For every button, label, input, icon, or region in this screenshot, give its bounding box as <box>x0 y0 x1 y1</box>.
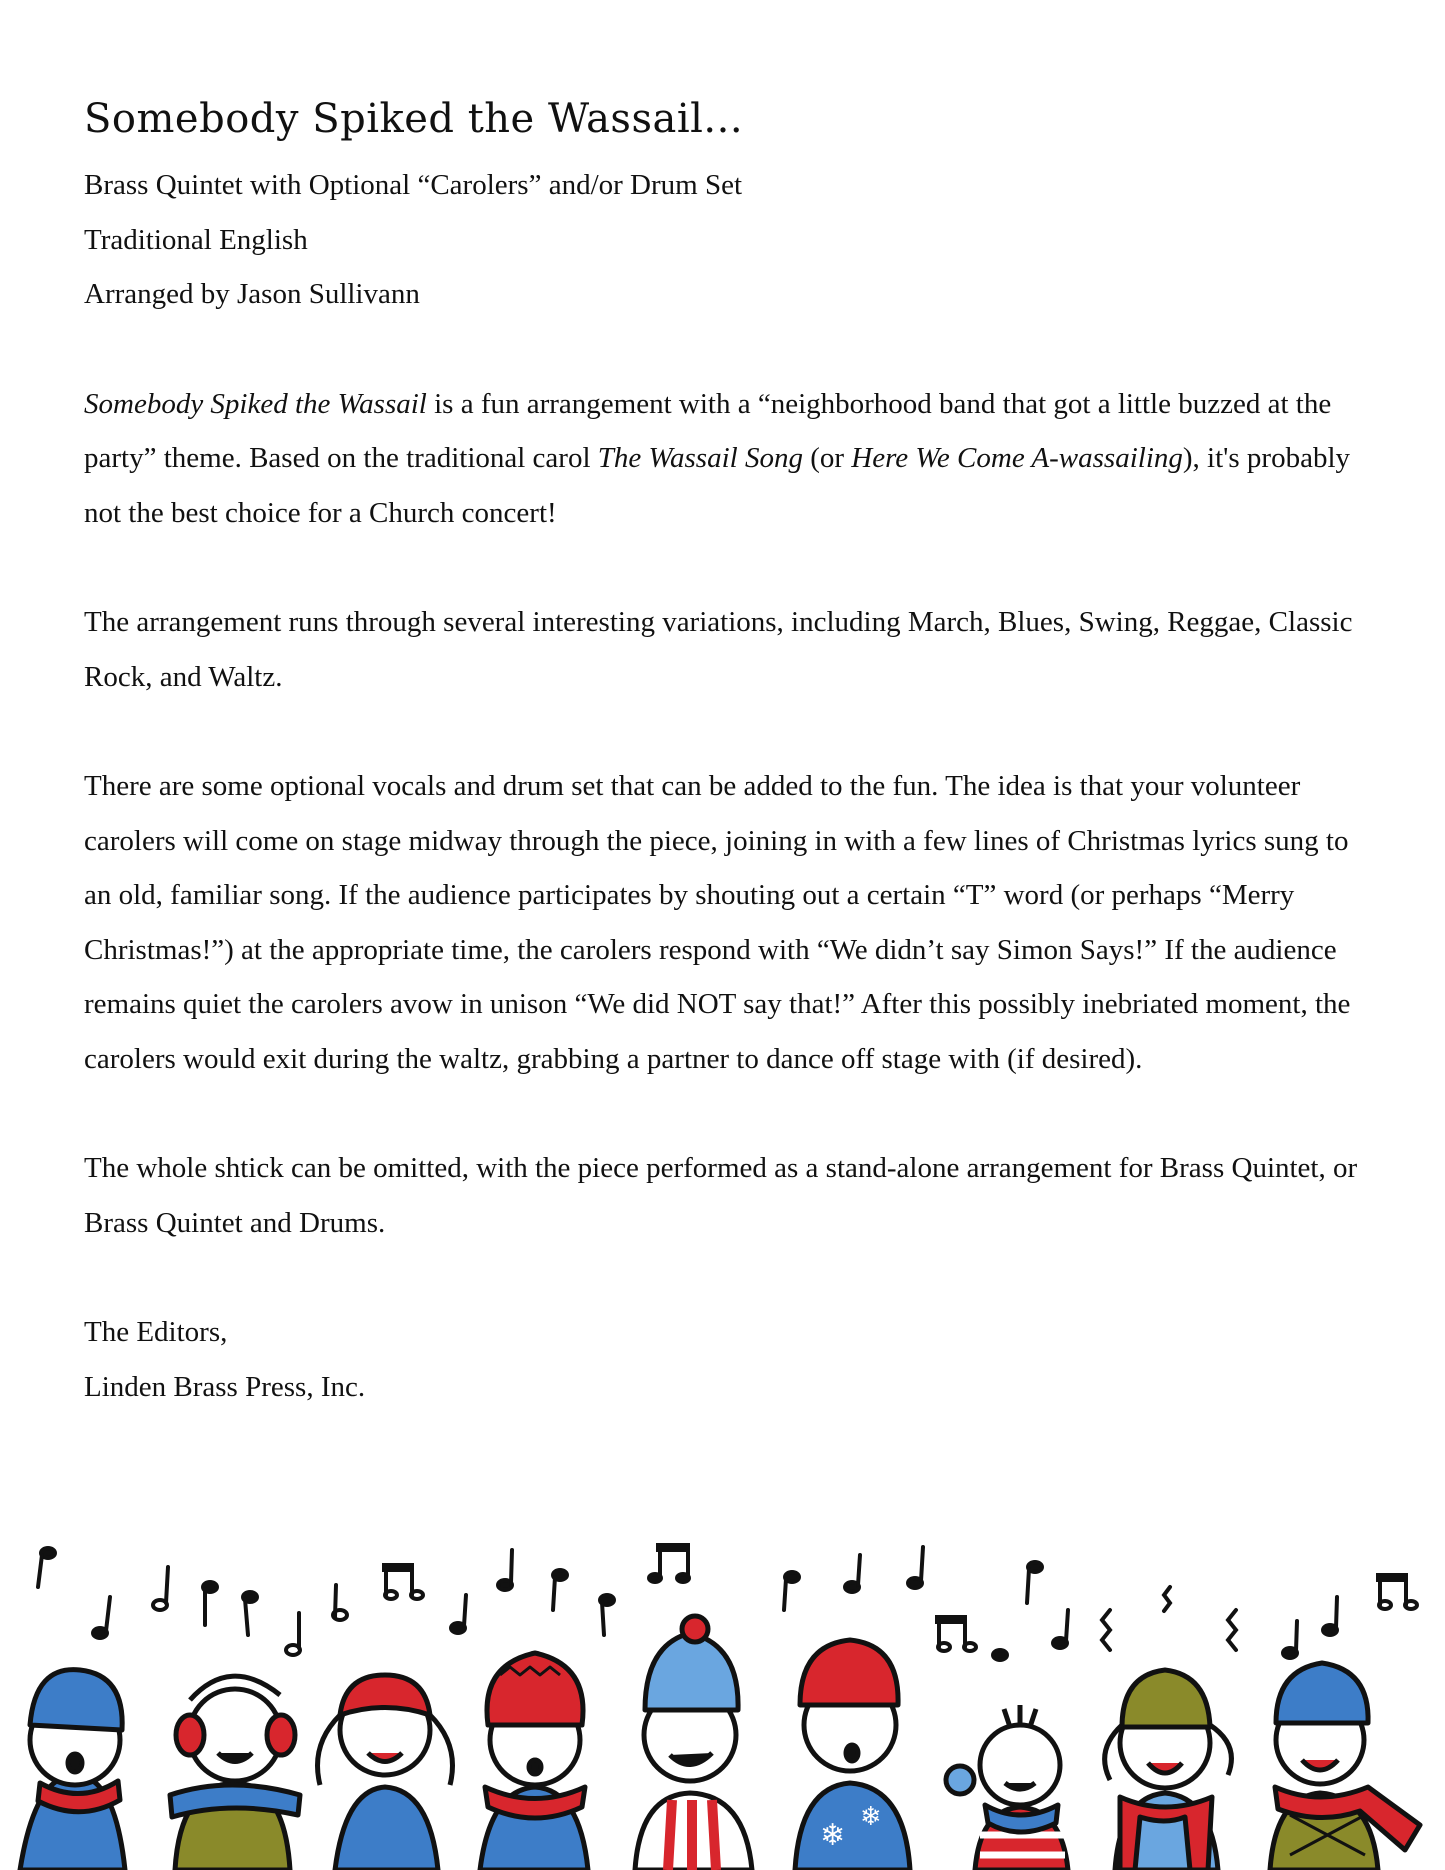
caroler-figure <box>1105 1670 1232 1870</box>
music-rest-icon <box>1228 1610 1236 1650</box>
music-note-icon <box>1378 1575 1417 1609</box>
music-rest-icon <box>1164 1587 1170 1611</box>
caroler-figure <box>946 1705 1068 1870</box>
music-note-icon <box>333 1585 347 1620</box>
music-note-icon <box>908 1547 923 1588</box>
subtitle: Brass Quintet with Optional “Carolers” and/or Drum Set <box>84 169 743 201</box>
caroler-figure <box>1270 1663 1420 1870</box>
signature-line-1: The Editors, <box>84 1316 228 1348</box>
music-note-icon <box>937 1617 976 1651</box>
caroler-figure <box>318 1675 453 1870</box>
music-rest-icon <box>1102 1610 1110 1650</box>
music-note-icon <box>1283 1621 1297 1658</box>
music-note-icon <box>93 1597 110 1638</box>
music-note-icon <box>1323 1597 1337 1635</box>
caroler-figure <box>20 1670 125 1870</box>
omit-text: The whole shtick can be omitted, with the piece performed as a stand-alone arrangement for Brass Quintet, or Brass Quintet and Drums. <box>84 1152 1358 1239</box>
music-note-icon <box>600 1595 614 1635</box>
music-note-icon <box>1027 1562 1042 1603</box>
carolers-text: There are some optional vocals and drum set that can be added to the fun. The idea is that your volunteer carolers will come on stage midway through the piece, joining in with a few lines of Christmas lyrics sung to an old, familiar song. If the audience participates by shouting out a certain “T” word (or perhaps “Merry Christmas!”) at the appropriate time, the carolers respond with “We didn’t say Simon Says!” If the audience remains quiet the carolers avow in unison “We did NOT say that!” After this possibly inebriated moment, the carolers would exit during the waltz, grabbing a partner to dance off stage with (if desired). <box>84 770 1351 1075</box>
paragraph-variations <box>84 595 1374 704</box>
intro-text-3: ), it's probably not the best choice for a Church concert! <box>84 442 1351 529</box>
paragraph-omit <box>84 1141 1374 1250</box>
carolers-illustration <box>0 1525 1445 1870</box>
music-note-icon <box>153 1567 168 1610</box>
signature-line-2: Linden Brass Press, Inc. <box>84 1370 366 1403</box>
music-note-icon <box>553 1570 567 1610</box>
music-note-icon <box>649 1545 689 1582</box>
caroler-figure <box>635 1616 752 1870</box>
intro-song-italic: The Wassail Song <box>597 442 803 474</box>
music-note-icon <box>845 1555 860 1592</box>
variations-text: The arrangement runs through several interesting variations, including March, Blues, Swing, Reggae, Classic Rock, and Waltz. <box>84 606 1353 693</box>
music-note-icon <box>784 1572 799 1610</box>
music-note-icon <box>384 1565 423 1599</box>
intro-title-italic: Somebody Spiked the Wassail <box>84 387 427 420</box>
paragraph-carolers <box>84 759 1374 1086</box>
music-note-icon <box>243 1592 257 1635</box>
caroler-figure <box>480 1653 588 1870</box>
paragraph-intro <box>84 377 1374 541</box>
caroler-figure <box>795 1640 910 1870</box>
caroler-figure <box>170 1676 300 1870</box>
music-note-icon <box>1053 1610 1068 1648</box>
origin: Traditional English <box>84 223 308 256</box>
music-note-icon <box>451 1595 466 1633</box>
intro-text-2: (or <box>802 442 852 474</box>
document-page <box>84 92 1374 1414</box>
arranger: Arranged by Jason Sullivann <box>84 278 420 310</box>
music-note-icon <box>38 1548 55 1587</box>
signature-block <box>84 1305 1374 1414</box>
snowflake-icon: ❄ <box>820 1818 846 1853</box>
page-title: Somebody Spiked the Wassail... <box>84 96 744 142</box>
music-note-icon <box>993 1650 1007 1660</box>
intro-alt-title-italic: Here We Come A-wassailing <box>851 442 1183 474</box>
music-note-icon <box>498 1550 512 1590</box>
intro-text-1: is a fun arrangement with a “neighborhood band that got a little buzzed at the party” theme. Based on the traditional carol <box>84 387 1332 474</box>
music-note-icon <box>286 1613 300 1655</box>
music-notes <box>38 1545 1417 1660</box>
music-note-icon <box>203 1582 217 1625</box>
snowflake-icon: ❄ <box>860 1802 882 1832</box>
